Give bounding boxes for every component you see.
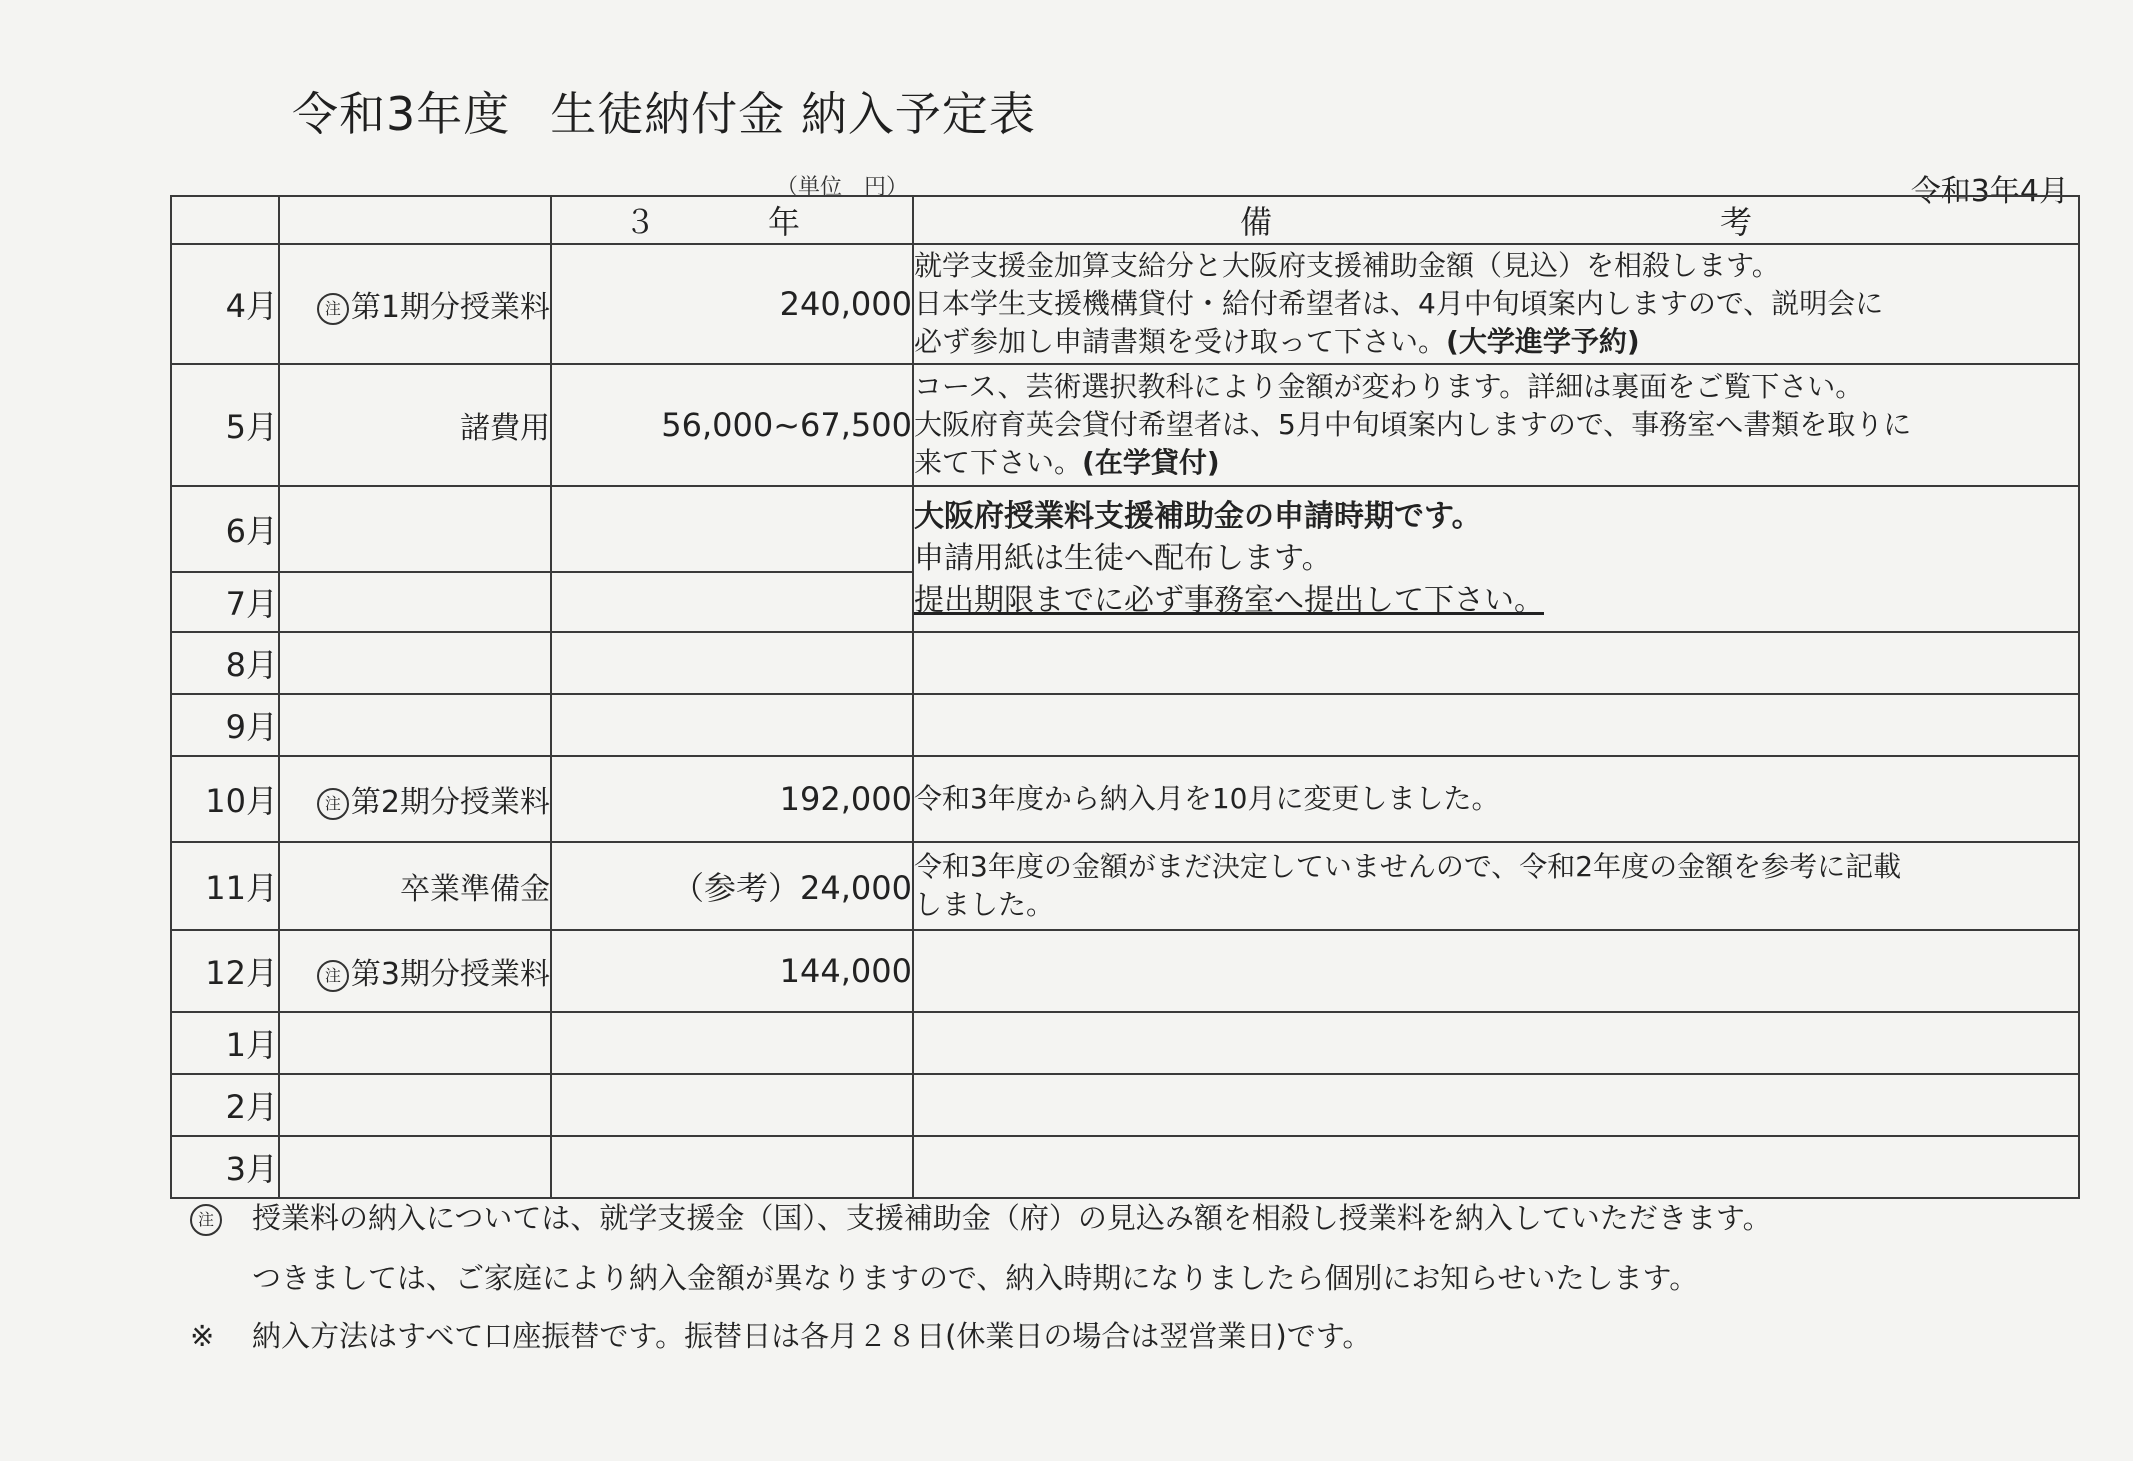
- table-row: [171, 1012, 2079, 1074]
- month-cell: 9月: [171, 694, 279, 756]
- note-line: 令和3年度の金額がまだ決定していませんので、令和2年度の金額を参考に記載: [914, 850, 1902, 883]
- payment-schedule-table: [170, 195, 2080, 1199]
- footer-note-3: [190, 1314, 1371, 1355]
- note-cell: [913, 1012, 2079, 1074]
- note-line: [914, 444, 2078, 482]
- title-year: 令和3年度: [292, 87, 511, 141]
- note-cell: [913, 930, 2079, 1012]
- note-cell: [913, 694, 2079, 756]
- note-line: 大阪府育英会貸付希望者は、5月中旬頃案内しますので、事務室へ書類を取りに: [914, 408, 1912, 441]
- item-cell: [279, 756, 551, 842]
- month-cell: 2月: [171, 1074, 279, 1136]
- table-row: [171, 486, 2079, 572]
- note-cell: [913, 756, 2079, 842]
- amount-cell: [551, 632, 913, 694]
- table-row: [171, 930, 2079, 1012]
- note-line: 申請用紙は生徒へ配布します。: [914, 541, 1332, 576]
- footer-note-2: [190, 1256, 1698, 1297]
- note-cell: [913, 632, 2079, 694]
- note-line: 令和3年度から納入月を10月に変更しました。: [914, 782, 1500, 815]
- note-cell: [913, 1074, 2079, 1136]
- item-cell: [279, 1136, 551, 1198]
- month-cell: 5月: [171, 364, 279, 486]
- amount-cell: 144,000: [551, 930, 913, 1012]
- amount-cell: [551, 694, 913, 756]
- issue-date: 令和3年4月: [1910, 174, 2069, 209]
- note-mark-icon: 注: [317, 293, 349, 325]
- item-label: 第2期分授業料: [350, 785, 550, 820]
- footer-note-1: [190, 1196, 1772, 1237]
- table-row: [171, 842, 2079, 930]
- month-cell: 7月: [171, 572, 279, 632]
- header-month: [171, 196, 279, 244]
- item-cell: 卒業準備金: [279, 842, 551, 930]
- note-text: 必ず参加し申請書類を受け取って下さい。: [914, 325, 1447, 358]
- footer-mark: ※: [190, 1319, 215, 1353]
- amount-cell: [551, 572, 913, 632]
- table-row: [171, 632, 2079, 694]
- item-cell: [279, 930, 551, 1012]
- footer-text: つきましては、ご家庭により納入金額が異なりますので、納入時期になりましたら個別にお知らせいたします。: [252, 1261, 1699, 1295]
- table-row: [171, 244, 2079, 364]
- document-title: [292, 78, 1036, 144]
- unit-label: （単位 円）: [776, 175, 909, 200]
- item-label: 第1期分授業料: [350, 290, 550, 325]
- table-row: [171, 1074, 2079, 1136]
- item-cell: [279, 572, 551, 632]
- amount-cell: [551, 1074, 913, 1136]
- month-cell: 3月: [171, 1136, 279, 1198]
- table-row: [171, 1136, 2079, 1198]
- item-cell: 諸費用: [279, 364, 551, 486]
- item-cell: [279, 1012, 551, 1074]
- month-cell: 8月: [171, 632, 279, 694]
- table-row: [171, 364, 2079, 486]
- month-cell: 1月: [171, 1012, 279, 1074]
- note-text: 来て下さい。: [914, 446, 1083, 479]
- table-row: [171, 694, 2079, 756]
- note-line: [914, 323, 2078, 361]
- item-cell: [279, 632, 551, 694]
- header-notes-right: 考: [1719, 203, 1752, 241]
- note-line: しました。: [914, 888, 1055, 921]
- month-cell: 6月: [171, 486, 279, 572]
- note-cell-june-july: [913, 486, 2079, 632]
- item-cell: [279, 1074, 551, 1136]
- month-cell: 12月: [171, 930, 279, 1012]
- note-cell: [913, 1136, 2079, 1198]
- item-cell: [279, 486, 551, 572]
- item-cell: [279, 694, 551, 756]
- title-main: 生徒納付金 納入予定表: [550, 87, 1036, 141]
- month-cell: 10月: [171, 756, 279, 842]
- footer-text: 授業料の納入については、就学支援金（国）、支援補助金（府）の見込み額を相殺し授業料を納入していただきます。: [252, 1201, 1772, 1235]
- amount-cell: [551, 1012, 913, 1074]
- item-label: 第3期分授業料: [350, 957, 550, 992]
- note-line: 大阪府授業料支援補助金の申請時期です。: [914, 499, 1482, 534]
- month-cell: 4月: [171, 244, 279, 364]
- note-line: コース、芸術選択教科により金額が変わります。詳細は裏面をご覧下さい。: [914, 370, 1864, 403]
- note-mark-icon: 注: [317, 788, 349, 820]
- header-notes: [913, 196, 2079, 244]
- item-cell: [279, 244, 551, 364]
- note-cell: [913, 244, 2079, 364]
- amount-cell: [551, 486, 913, 572]
- amount-cell: [551, 1136, 913, 1198]
- header-item: [279, 196, 551, 244]
- amount-cell: （参考）24,000: [551, 842, 913, 930]
- note-bold: (在学貸付): [1082, 446, 1220, 479]
- month-cell: 11月: [171, 842, 279, 930]
- amount-cell: 240,000: [551, 244, 913, 364]
- header-notes-left: 備: [1239, 203, 1272, 241]
- note-mark-icon: 注: [317, 960, 349, 992]
- footer-text: 納入方法はすべて口座振替です。振替日は各月２８日(休業日の場合は翌営業日)です。: [252, 1319, 1372, 1353]
- table-row: [171, 756, 2079, 842]
- note-mark-icon: 注: [190, 1204, 222, 1236]
- note-bold: (大学進学予約): [1446, 325, 1640, 358]
- note-cell: [913, 364, 2079, 486]
- footer-mark: [190, 1201, 252, 1236]
- table-header-row: [171, 196, 2079, 244]
- amount-cell: 56,000~67,500: [551, 364, 913, 486]
- amount-cell: 192,000: [551, 756, 913, 842]
- note-cell: [913, 842, 2079, 930]
- note-line: 提出期限までに必ず事務室へ提出して下さい。: [914, 583, 1544, 618]
- note-line: 就学支援金加算支給分と大阪府支援補助金額（見込）を相殺します。: [914, 249, 1780, 282]
- header-year: ３ 年: [551, 196, 913, 244]
- note-line: 日本学生支援機構貸付・給付希望者は、4月中旬頃案内しますので、説明会に: [914, 287, 1884, 320]
